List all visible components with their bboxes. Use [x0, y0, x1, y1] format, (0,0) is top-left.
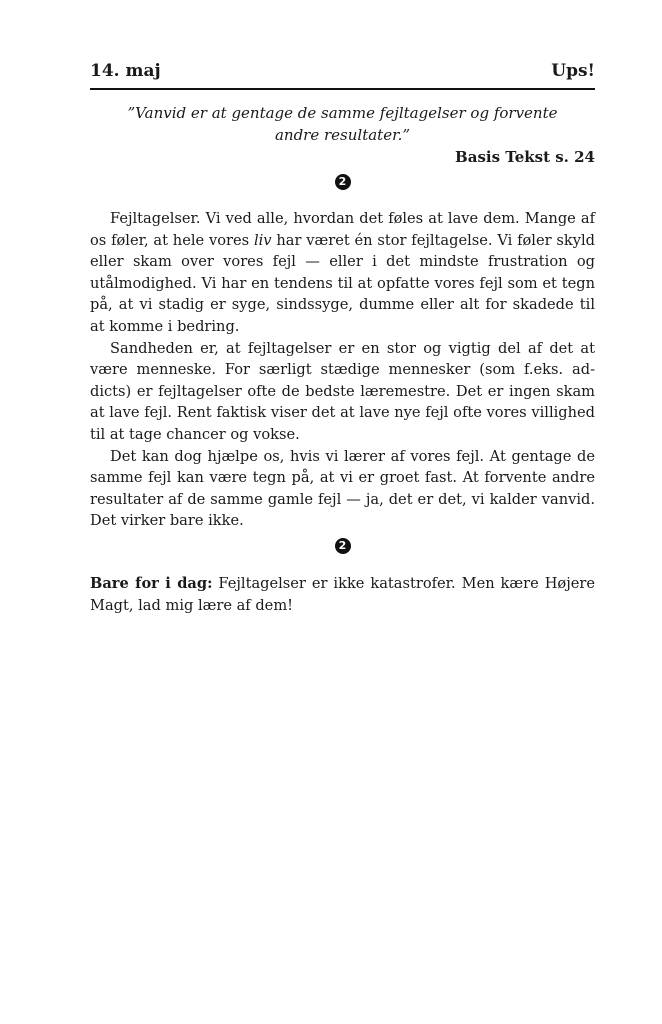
- quote-source: Basis Tekst s. 24: [455, 148, 595, 166]
- paragraph-1: [90, 208, 595, 338]
- number-two-icon: 2: [335, 538, 351, 554]
- number-two-icon: 2: [335, 174, 351, 190]
- page-header: [90, 58, 595, 90]
- header-date: 14. maj: [90, 61, 161, 81]
- paragraph-1-start: Fejltagelser. Vi ved alle, hvordan det føles at lave dem. Mange af os føler, at hele vores: [90, 210, 595, 249]
- paragraph-1-italic: liv: [253, 231, 272, 249]
- page: [90, 58, 595, 616]
- closing-lead: Bare for i dag:: [90, 574, 213, 592]
- paragraph-3: Det kan dog hjælpe os, hvis vi lærer af vores fejl. At gentage de samme fejl kan være tegn på, at vi er groet fast. At forvente andre resultater af de samme gamle fejl — ja, det er det, vi kalder vanvid. Det virker bare ikke.: [90, 447, 595, 530]
- closing-statement: [90, 573, 595, 616]
- header-title: Ups!: [551, 61, 595, 81]
- section-divider-bottom: [90, 535, 595, 557]
- section-divider: [90, 170, 595, 192]
- closing-text: Fejltagelser er ikke katastrofer. Men kære Højere Magt, lad mig lære af dem!: [90, 574, 595, 614]
- epigraph-quote: ”Vanvid er at gentage de samme fejltagelser og forvente andre resultater.”: [127, 104, 558, 144]
- paragraph-2: Sandheden er, at fejltagelser er en stor og vigtig del af det at være menneske. For særligt stædige mennesker (som f.eks. addicts) er fejltagelser ofte de bedste læremestre. Det er ingen skam at lave fejl. Rent faktisk viser det at lave nye fejl ofte vores villighed til at tage chancer og vokse.: [90, 339, 595, 443]
- body-text: [90, 208, 595, 532]
- paragraph-1-end: har været én stor fejltagelse. Vi føler skyld eller skam over vores fejl — eller i det mindste frustration og utålmodighed. Vi har en tendens til at opfatte vores fejl som et tegn på, at vi stadig er syge, sindssyge, dumme eller alt for skadede til at komme i bedring.: [90, 231, 595, 335]
